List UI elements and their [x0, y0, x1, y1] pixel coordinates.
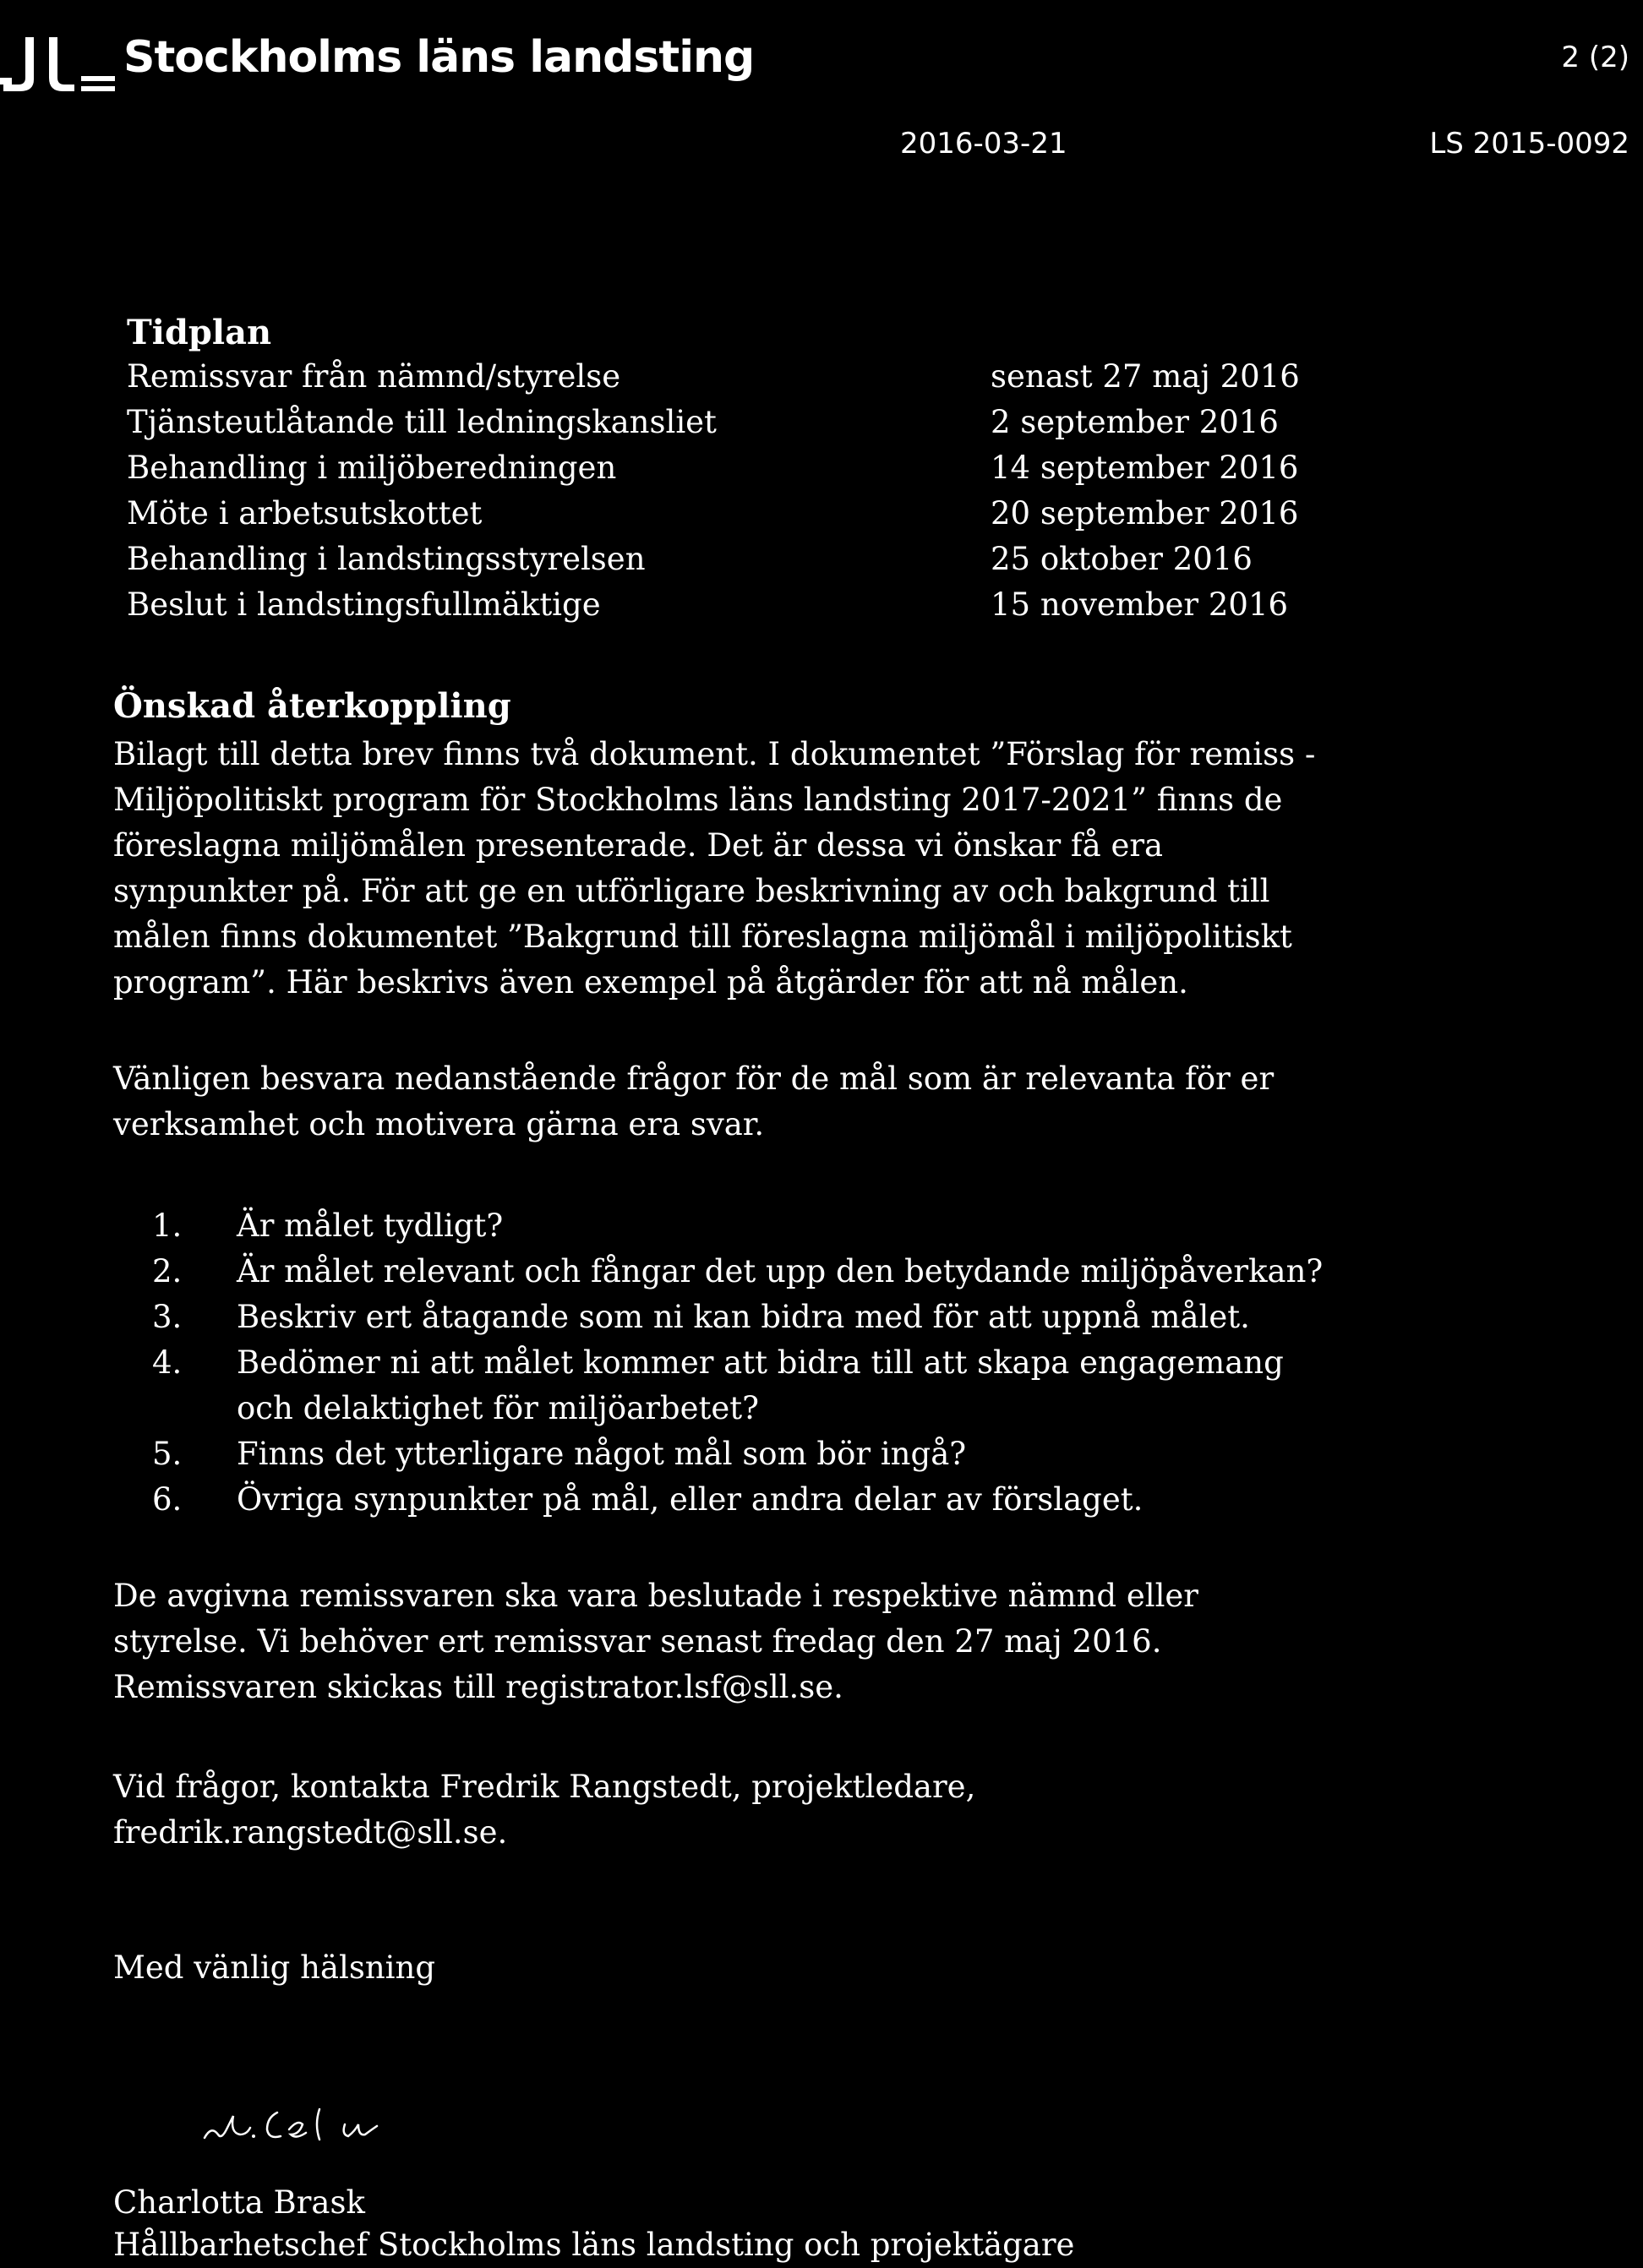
schedule-activity: Tjänsteutlåtande till ledningskansliet	[127, 404, 717, 440]
handwritten-signature	[196, 2079, 416, 2155]
signer-title: Hållbarhetschef Stockholms läns landsting och projektägare	[113, 2227, 1075, 2263]
signer-name: Charlotta Brask	[113, 2184, 365, 2221]
question-item	[152, 1203, 1420, 1249]
paragraph-line: De avgivna remissvaren ska vara beslutade i respektive nämnd eller	[113, 1578, 1198, 1614]
schedule-row	[127, 541, 1564, 586]
question-number: 6.	[152, 1481, 183, 1518]
paragraph-line: program”. Här beskrivs även exempel på åtgärder för att nå målen.	[113, 964, 1188, 1000]
question-text: och delaktighet för miljöarbetet?	[237, 1390, 759, 1426]
question-item	[152, 1295, 1420, 1340]
schedule-date: 15 november 2016	[991, 586, 1289, 623]
question-text: Finns det ytterligare något mål som bör ingå?	[237, 1436, 967, 1472]
question-number: 5.	[152, 1436, 183, 1472]
question-item	[152, 1477, 1420, 1523]
schedule-activity: Möte i arbetsutskottet	[127, 495, 483, 532]
question-number: 1.	[152, 1208, 183, 1244]
schedule-activity: Remissvar från nämnd/styrelse	[127, 358, 621, 395]
feedback-heading: Önskad återkoppling	[113, 686, 511, 726]
schedule-activity: Behandling i miljöberedningen	[127, 450, 617, 486]
question-item	[152, 1340, 1420, 1431]
schedule-date: 2 september 2016	[991, 404, 1279, 440]
document-reference: LS 2015-0092	[1429, 127, 1629, 161]
schedule-activity: Behandling i landstingsstyrelsen	[127, 541, 646, 577]
closing-greeting: Med vänlig hälsning	[113, 1949, 436, 1986]
schedule-row	[127, 586, 1564, 632]
document-date: 2016-03-21	[900, 127, 1067, 161]
schedule-row	[127, 358, 1564, 404]
page-number: 2 (2)	[1561, 41, 1629, 74]
paragraph-line: Vänligen besvara nedanstående frågor för de mål som är relevanta för er	[113, 1060, 1275, 1097]
question-number: 3.	[152, 1299, 183, 1335]
schedule-date: senast 27 maj 2016	[991, 358, 1300, 395]
question-item	[152, 1249, 1420, 1295]
paragraph-line: fredrik.rangstedt@sll.se.	[113, 1814, 508, 1851]
deadline-paragraph	[113, 1573, 1347, 1710]
schedule-date: 25 oktober 2016	[991, 541, 1253, 577]
paragraph-line: Vid frågor, kontakta Fredrik Rangstedt, projektledare,	[113, 1769, 976, 1805]
schedule-row	[127, 404, 1564, 450]
paragraph-line: verksamhet och motivera gärna era svar.	[113, 1106, 765, 1142]
question-text: Är målet relevant och fångar det upp den betydande miljöpåverkan?	[237, 1253, 1324, 1289]
contact-paragraph	[113, 1764, 1347, 1856]
feedback-intro-paragraph	[113, 732, 1347, 1006]
question-item	[152, 1431, 1420, 1477]
question-number: 4.	[152, 1344, 183, 1381]
paragraph-line: styrelse. Vi behöver ert remissvar senast fredag den 27 maj 2016.	[113, 1623, 1162, 1660]
request-paragraph	[113, 1056, 1347, 1148]
paragraph-line: synpunkter på. För att ge en utförligare beskrivning av och bakgrund till	[113, 873, 1270, 909]
schedule-row	[127, 450, 1564, 495]
questions-list	[152, 1203, 1420, 1523]
paragraph-line: målen finns dokumentet ”Bakgrund till föreslagna miljömål i miljöpolitiskt	[113, 919, 1292, 955]
sll-logo	[0, 35, 117, 95]
schedule-heading: Tidplan	[127, 313, 272, 352]
question-text: Övriga synpunkter på mål, eller andra delar av förslaget.	[237, 1481, 1144, 1518]
question-text: Är målet tydligt?	[237, 1208, 504, 1244]
question-number: 2.	[152, 1253, 183, 1289]
paragraph-line: Remissvaren skickas till registrator.lsf@sll.se.	[113, 1669, 843, 1705]
paragraph-line: Bilagt till detta brev finns två dokument. I dokumentet ”Förslag för remiss -	[113, 736, 1316, 772]
paragraph-line: föreslagna miljömålen presenterade. Det är dessa vi önskar få era	[113, 827, 1164, 864]
organization-name: Stockholms läns landsting	[123, 32, 755, 83]
schedule-date: 14 september 2016	[991, 450, 1299, 486]
question-text: Beskriv ert åtagande som ni kan bidra med för att uppnå målet.	[237, 1299, 1250, 1335]
schedule-date: 20 september 2016	[991, 495, 1299, 532]
schedule-row	[127, 495, 1564, 541]
paragraph-line: Miljöpolitiskt program för Stockholms läns landsting 2017-2021” finns de	[113, 782, 1283, 818]
schedule-activity: Beslut i landstingsfullmäktige	[127, 586, 601, 623]
question-text: Bedömer ni att målet kommer att bidra till att skapa engagemang	[237, 1344, 1284, 1381]
